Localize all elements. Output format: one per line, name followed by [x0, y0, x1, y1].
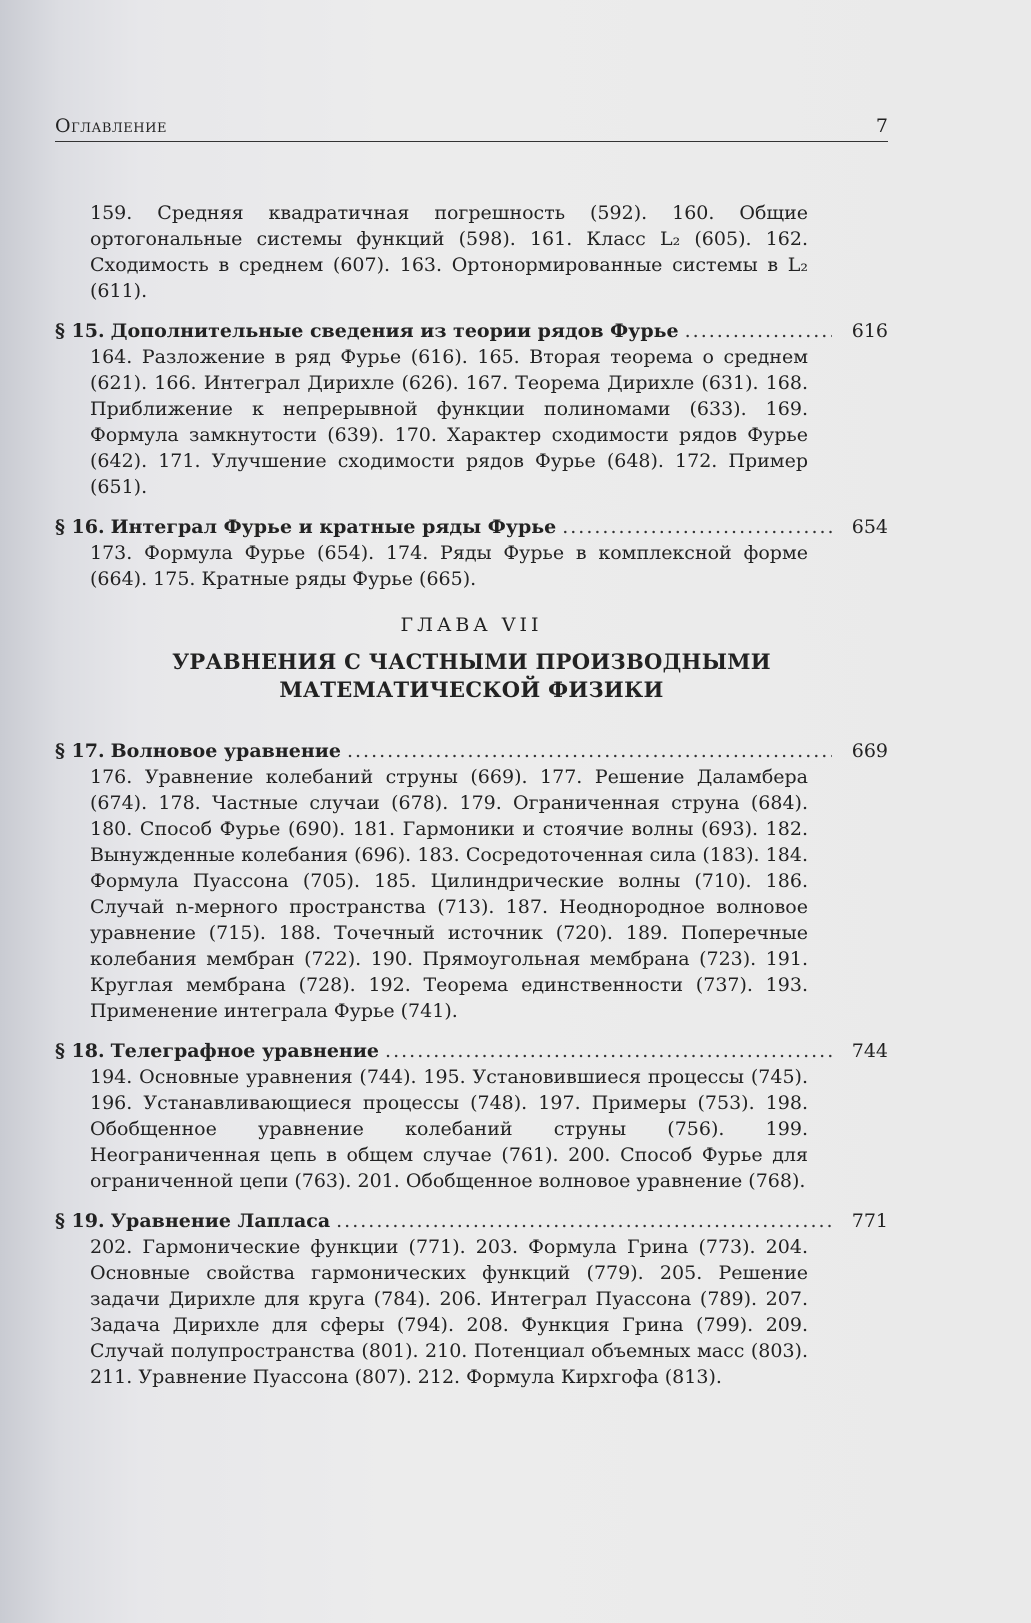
toc-section-18 — [55, 1038, 888, 1194]
chapter-number: ГЛАВА VII — [400, 614, 543, 636]
section-number: § 16. — [55, 516, 105, 538]
toc-section-heading — [55, 1208, 888, 1234]
dot-leader — [336, 1208, 832, 1234]
toc-entry-body: 173. Формула Фурье (654). 174. Ряды Фурье в комплексной форме (664). 175. Кратные ряды Фурье (665). — [90, 542, 808, 590]
section-page: 669 — [851, 740, 888, 762]
toc-section-17 — [55, 738, 888, 1024]
chapter-title-line-1: УРАВНЕНИЯ С ЧАСТНЫМИ ПРОИЗВОДНЫМИ — [172, 649, 771, 674]
section-page: 744 — [851, 1040, 888, 1062]
section-number: § 18. — [55, 1040, 105, 1062]
table-of-contents — [55, 200, 888, 1390]
chapter-heading — [55, 614, 888, 704]
toc-section-heading — [55, 738, 888, 764]
toc-section-16 — [55, 514, 888, 592]
section-number: § 15. — [55, 320, 105, 342]
toc-section-heading — [55, 1038, 888, 1064]
toc-section-19 — [55, 1208, 888, 1390]
section-title: Дополнительные сведения из теории рядов Фурье — [110, 320, 679, 342]
running-head-title: Оглавление — [55, 115, 167, 137]
section-number: § 17. — [55, 740, 105, 762]
toc-section-heading — [55, 318, 888, 344]
section-title: Волновое уравнение — [110, 740, 341, 762]
section-page: 771 — [851, 1210, 888, 1232]
dot-leader — [347, 738, 832, 764]
section-page: 616 — [851, 320, 888, 342]
section-page: 654 — [851, 516, 888, 538]
toc-entry-body: 159. Средняя квадратичная погрешность (592). 160. Общие ортогональные системы функций (598). 161. Класс L₂ (605). 162. Сходимость в среднем (607). 163. Ортонормированные системы в L₂ (611). — [90, 202, 808, 302]
page-number: 7 — [875, 115, 888, 137]
section-title: Интеграл Фурье и кратные ряды Фурье — [110, 516, 557, 538]
toc-section-15 — [55, 318, 888, 500]
running-head — [55, 108, 888, 142]
toc-entry-body: 164. Разложение в ряд Фурье (616). 165. Вторая теорема о среднем (621). 166. Интеграл Дирихле (626). 167. Теорема Дирихле (631). 168. Приближение к непрерывной функции полиномами (633). 169. Формула замкнутости (639). 170. Характер сходимости рядов Фурье (642). 171. Улучшение сходимости рядов Фурье (648). 172. Пример (651). — [90, 346, 808, 498]
dot-leader — [562, 514, 832, 540]
chapter-title-line-2: МАТЕМАТИЧЕСКОЙ ФИЗИКИ — [279, 677, 664, 702]
book-page — [55, 108, 888, 1404]
toc-continuation — [55, 200, 888, 304]
section-title: Телеграфное уравнение — [110, 1040, 380, 1062]
toc-entry-body: 194. Основные уравнения (744). 195. Установившиеся процессы (745). 196. Устанавливающиеся процессы (748). 197. Примеры (753). 198. Обобщенное уравнение колебаний струны (756). 199. Неограниченная цепь в общем случае (761). 200. Способ Фурье для ограниченной цепи (763). 201. Обобщенное волновое уравнение (768). — [90, 1066, 808, 1192]
dot-leader — [385, 1038, 832, 1064]
section-title: Уравнение Лапласа — [110, 1210, 331, 1232]
toc-section-heading — [55, 514, 888, 540]
dot-leader — [685, 318, 832, 344]
section-number: § 19. — [55, 1210, 105, 1232]
toc-entry-body: 202. Гармонические функции (771). 203. Формула Грина (773). 204. Основные свойства гармонических функций (779). 205. Решение задачи Дирихле для круга (784). 206. Интеграл Пуассона (789). 207. Задача Дирихле для сферы (794). 208. Функция Грина (799). 209. Случай полупространства (801). 210. Потенциал объемных масс (803). 211. Уравнение Пуассона (807). 212. Формула Кирхгофа (813). — [90, 1236, 808, 1388]
toc-entry-body: 176. Уравнение колебаний струны (669). 177. Решение Даламбера (674). 178. Частные случаи (678). 179. Ограниченная струна (684). 180. Способ Фурье (690). 181. Гармоники и стоячие волны (693). 182. Вынужденные колебания (696). 183. Сосредоточенная сила (183). 184. Формула Пуассона (705). 185. Цилиндрические волны (710). 186. Случай n-мерного пространства (713). 187. Неоднородное волновое уравнение (715). 188. Точечный источник (720). 189. Поперечные колебания мембран (722). 190. Прямоугольная мембрана (723). 191. Круглая мембрана (728). 192. Теорема единственности (737). 193. Применение интеграла Фурье (741). — [90, 766, 808, 1022]
